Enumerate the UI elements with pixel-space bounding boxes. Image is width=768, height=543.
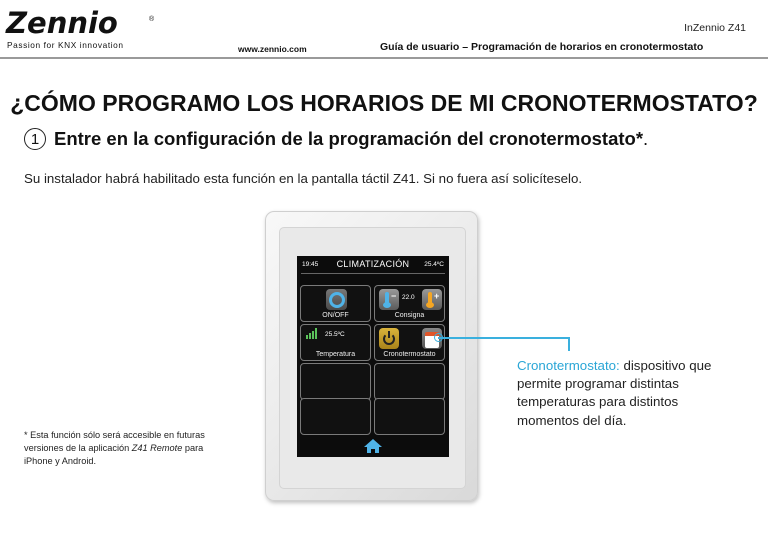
screen-time: 19:45 xyxy=(302,261,319,268)
callout-body: dispositivo que permite programar distintas temperaturas para distintos momentos del día. xyxy=(517,358,712,428)
callout-colon: : xyxy=(616,358,620,373)
page-title: ¿CÓMO PROGRAMO LOS HORARIOS DE MI CRONOTERMOSTATO? xyxy=(10,90,758,116)
intro-paragraph: Su instalador habrá habilitado esta función en la pantalla táctil Z41. Si no fuera así solicíteselo. xyxy=(24,171,583,186)
logo-wordmark: Zennio xyxy=(6,6,118,40)
cell-onoff[interactable] xyxy=(300,285,371,322)
screen-title: CLIMATIZACIÓN xyxy=(336,259,410,269)
footnote xyxy=(24,429,234,468)
cell-empty[interactable] xyxy=(300,363,371,400)
document-subtitle: Guía de usuario – Programación de horarios en cronotermostato xyxy=(380,41,704,53)
screen-status-bar xyxy=(297,256,449,273)
cell-cronotermostato[interactable] xyxy=(374,324,445,361)
footnote-text-b: para iPhone y Android. xyxy=(24,443,204,466)
footnote-app-name: Z41 Remote xyxy=(131,443,183,453)
cell-cronotermostato-label: Cronotermostato xyxy=(383,351,436,358)
footnote-text-a: * Esta función sólo será accesible en futuras versiones de la aplicación xyxy=(24,430,205,453)
power-ring-icon xyxy=(326,289,347,310)
cell-onoff-label: ON/OFF xyxy=(322,312,349,319)
callout-line xyxy=(438,337,569,339)
document-reference: InZennio Z41 xyxy=(684,22,746,34)
touch-screen xyxy=(297,256,449,457)
callout-description xyxy=(517,357,732,430)
cell-empty[interactable] xyxy=(374,398,445,435)
cell-empty[interactable] xyxy=(374,363,445,400)
thermometer-minus-icon[interactable]: − xyxy=(379,289,399,310)
screen-divider xyxy=(301,273,445,274)
setpoint-value: 22.0 xyxy=(402,294,415,301)
zennio-logo xyxy=(6,6,166,50)
temperature-value: 25.5ºC xyxy=(325,331,345,338)
step-heading xyxy=(24,128,648,150)
cell-empty[interactable] xyxy=(300,398,371,435)
header-divider xyxy=(0,57,768,59)
cell-setpoint-label: Consigna xyxy=(394,312,425,319)
website-link[interactable]: www.zennio.com xyxy=(238,44,307,54)
power-button-icon[interactable] xyxy=(379,328,399,349)
home-icon[interactable] xyxy=(363,438,383,454)
cell-setpoint[interactable] xyxy=(374,285,445,322)
callout-line-drop xyxy=(568,337,570,351)
step-number-badge: 1 xyxy=(24,128,46,150)
cell-temperature[interactable] xyxy=(300,324,371,361)
callout-term: Cronotermostato xyxy=(517,358,617,373)
thermometer-plus-icon[interactable]: + xyxy=(422,289,442,310)
logo-tagline: Passion for KNX innovation xyxy=(7,40,124,50)
step-text: Entre en la configuración de la programación del cronotermostato* xyxy=(54,128,644,149)
cell-temperature-label: Temperatura xyxy=(315,351,356,358)
screen-ambient-temp: 25.4ºC xyxy=(424,261,444,268)
logo-registered-mark: ® xyxy=(149,16,155,23)
step-period: . xyxy=(643,128,649,149)
signal-bars-icon xyxy=(306,328,319,339)
